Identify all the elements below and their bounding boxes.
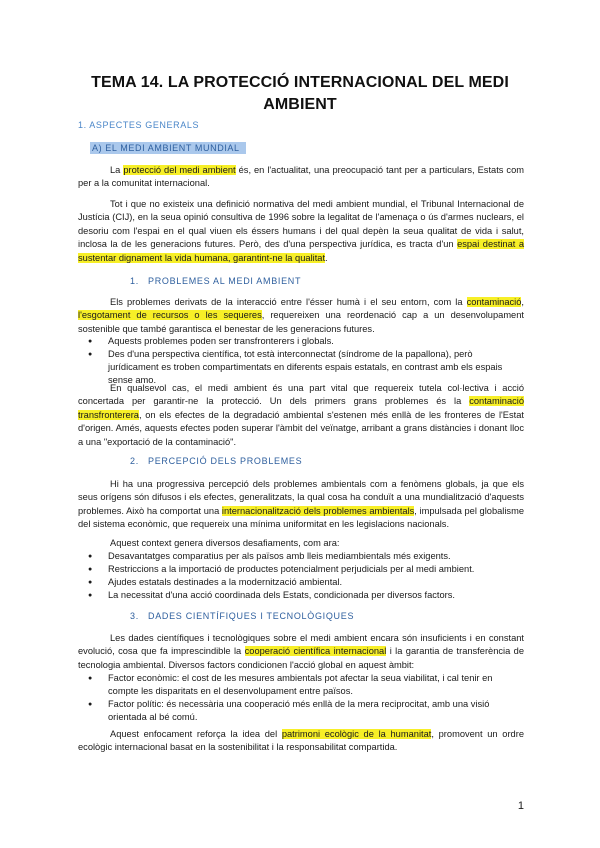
- highlight-esgotament: l'esgotament de recursos o les sequeres: [78, 310, 262, 321]
- highlight-internacionalitzacio: internacionalització dels problemes ambientals: [221, 505, 415, 516]
- section-heading-aspectes-generals: 1. ASPECTES GENERALS: [78, 120, 200, 130]
- highlight-contaminacio: contaminació: [466, 297, 522, 307]
- paragraph-definicio: Tot i que no existeix una definició normativa del medi ambient mundial, el Tribunal Internacional de Justícia (CIJ), en la seua opinió consultiva de 1996 sobre la legalitat de l'amenaça o ús d'armes nuclears, el desoriu com l'espai en el qual viuen els éssers humans i del qual depèn la seua qualitat de vida i salut, inclosa la de les generacions futures. Però, des d'una perspectiva jurídica, es tracta d'un espai destinat a sustentar dignament la vida humana, garantint-ne la qualitat.: [78, 199, 525, 263]
- list-item: ● La necessitat d'una acció coordinada dels Estats, condicionada per diversos factors.: [78, 589, 524, 602]
- paragraph-desafiaments: Aquest context genera diversos desafiaments, com ara:: [110, 538, 340, 548]
- document-title: TEMA 14. LA PROTECCIÓ INTERNACIONAL DEL MEDI AMBIENT: [91, 74, 509, 113]
- list-item: ● Des d'una perspectiva científica, tot està interconnectat (síndrome de la papallona), però jurídicament es troben compartimentats en diferents espais estatals, en contrast amb els espais sense amo.: [78, 348, 524, 387]
- highlight-patrimoni: patrimoni ecològic de la humanitat: [281, 729, 432, 739]
- list-item: ● Desavantatges comparatius per als països amb lleis mediambientals més exigents.: [78, 550, 524, 563]
- list-item: ● Factor econòmic: el cost de les mesures ambientals pot afectar la seua viabilitat, i cal tenir en compte les disparitats en el desenvolupament entre països.: [78, 672, 524, 698]
- bullet-list-desafiaments: [78, 550, 524, 602]
- highlight-transfronterera: contaminació transfronterera: [78, 396, 524, 420]
- paragraph-patrimoni: Aquest enfocament reforça la idea del patrimoni ecològic de la humanitat, promovent un ordre ecològic internacional basat en la sostenibilitat i la responsabilitat compartida.: [78, 729, 524, 753]
- paragraph-problemes: Els problemes derivats de la interacció entre l'ésser humà i el seu entorn, com la contaminació, l'esgotament de recursos o les sequeres, requereixen una reordenació cap a un desenvolupament sostenible que també garantisca el benestar de les generacions futures.: [78, 297, 524, 334]
- list-item: ● Ajudes estatals destinades a la modernització ambiental.: [78, 576, 524, 589]
- paragraph-percepcio: Hi ha una progressiva percepció dels problemes ambientals com a fenòmens globals, ja que els seus orígens són difusos i els efectes, generalitzats, la qual cosa ha conduït a una mundialització d'aquests problemes. Això ha comportat una internacionalització dels problemes ambientals, impulsada pel globalisme del sistema econòmic, que requereix una mínima uniformitat en les legislacions nacionals.: [78, 479, 524, 530]
- bullet-list-factors: [78, 672, 524, 724]
- list-item: ● Factor polític: és necessària una cooperació més enllà de la mera reciprocitat, amb una visió orientada al bé comú.: [78, 698, 524, 724]
- subsection-heading-medi-ambient-mundial: A) EL MEDI AMBIENT MUNDIAL: [90, 142, 246, 154]
- highlight-proteccio: protecció del medi ambient: [123, 165, 236, 175]
- document-page: TEMA 14. LA PROTECCIÓ INTERNACIONAL DEL MEDI AMBIENT 1. ASPECTES GENERALS A) EL MEDI AMBIENT MUNDIAL La protecció del medi ambient és, en l'actualitat, una preocupació tant per a particulars, Estats com per a la comunitat internacional. Tot i que no existeix una definició normativa del medi ambient mundial, el Tribunal Internacional de Justícia (CIJ), en la seua opinió consultiva de 1996 sobre la legalitat de l'amenaça o ús d'armes nuclears, el desoriu com l'espai en el qual viuen els éssers humans i del qual depèn la seua qualitat de vida i salut, inclosa la de les generacions futures. Però, des d'una perspectiva jurídica, es tracta d'un espai destinat a sustentar dignament la vida humana, garantint-ne la qualitat. 1. PROBLEMES AL MEDI AMBIENT Els problemes derivats de la interacció entre l'ésser humà i el seu entorn, com la contaminació, l'esgotament de recursos o les sequeres, requereixen una reordenació cap a un desenvolupament sostenible que també garantisca el benestar de les generacions futures. ● Aquests problemes poden ser transfronterers i globals. ● Des d'una perspectiva científica, tot està interconnectat (síndrome de la papallona), però jurídicament es troben compartimentats en diferents espais estatals, en contrast amb els espais sense amo. En qualsevol cas, el medi ambient és una part vital que requereix tutela col·lectiva i acció concertada per garantir-ne la protecció. Un dels primers grans problemes és la contaminació transfronterera, on els efectes de la degradació ambiental s'estenen més enllà de les fronteres de l'Estat d'origen. Amés, aquests efectes poden superar l'àmbit del veïnatge, arribant a grans distàncies i donant lloc a una "exportació de la contaminació". 2. PERCEPCIÓ DELS PROBLEMES Hi ha una progressiva percepció dels problemes ambientals com a fenòmens globals, ja que els seus orígens són difusos i els efectes, generalitzats, la qual cosa ha conduït a una mundialització d'aquests problemes. Això ha comportat una internacionalització dels problemes ambientals, impulsada pel globalisme del sistema econòmic, que requereix una mínima uniformitat en les legislacions nacionals. Aquest context genera diversos desafiaments, com ara: ● Desavantatges comparatius per als països amb lleis mediambientals més exigents. ● Restriccions a la importació de productes potencialment perjudicials per al medi ambient. ● Ajudes estatals destinades a la modernització ambiental. ● La necessitat d'una acció coordinada dels Estats, condicionada per diversos factors. 3. DADES CIENTÍFIQUES I TECNOLÒGIQUES Les dades científiques i tecnològiques sobre el medi ambient encara són insuficients i en constant evolució, cosa que fa imprescindible la cooperació científica internacional i la garantia de transferència de tecnologia ambiental. Diversos factors condicionen l'acció global en aquest àmbit: ● Factor econòmic: el cost de les mesures ambientals pot afectar la seua viabilitat, i cal tenir en compte les disparitats en el desenvolupament entre països. ● Factor polític: és necessària una cooperació més enllà de la mera reciprocitat, amb una visió orientada al bé comú. Aquest enfocament reforça la idea del patrimoni ecològic de la humanitat, promovent un ordre ecològic internacional basat en la sostenibilitat i la responsabilitat compartida. 1: [0, 0, 600, 848]
- paragraph-proteccio: La protecció del medi ambient és, en l'actualitat, una preocupació tant per a particulars, Estats com per a la comunitat internacional.: [78, 165, 524, 189]
- highlight-espai-destinat: espai destinat a sustentar dignament la vida humana, garantint-ne la qualitat: [78, 239, 525, 263]
- paragraph-contaminacio-transfronterera: En qualsevol cas, el medi ambient és una part vital que requereix tutela col·lectiva i acció concertada per garantir-ne la protecció. Un dels primers grans problemes és la contaminació transfronterera, on els efectes de la degradació ambiental s'estenen més enllà de les fronteres de l'Estat d'origen. Amés, aquests efectes poden superar l'àmbit del veïnatge, arribant a grans distàncies i donant lloc a una "exportació de la contaminació".: [78, 383, 524, 447]
- bullet-list-problemes: [78, 335, 524, 387]
- list-item: ● Aquests problemes poden ser transfronterers i globals.: [78, 335, 524, 348]
- list-item: ● Restriccions a la importació de productes potencialment perjudicials per al medi ambient.: [78, 563, 524, 576]
- highlight-cooperacio: cooperació científica internacional: [244, 646, 387, 657]
- page-number: 1: [517, 800, 524, 812]
- paragraph-dades: Les dades científiques i tecnològiques sobre el medi ambient encara són insuficients i en constant evolució, cosa que fa imprescindible la cooperació científica internacional i la garantia de transferència de tecnologia ambiental. Diversos factors condicionen l'acció global en aquest àmbit:: [78, 633, 524, 670]
